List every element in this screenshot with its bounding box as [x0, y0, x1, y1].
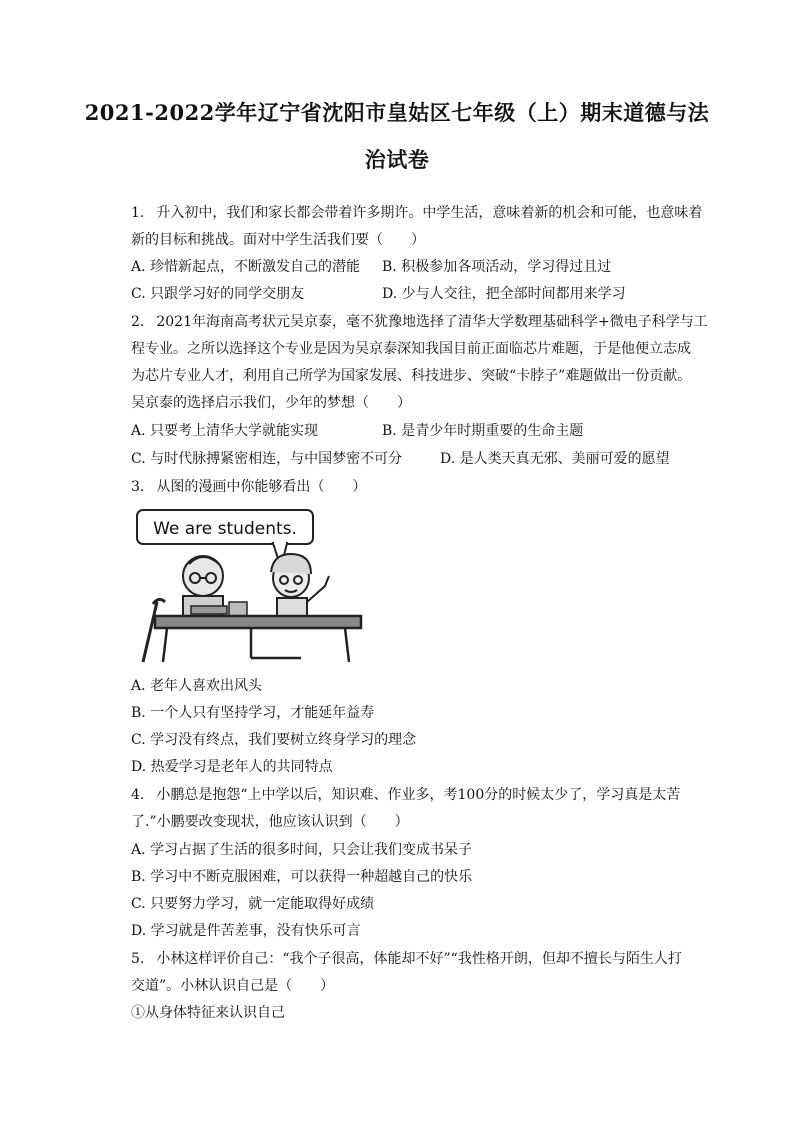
comic-illustration	[131, 502, 363, 664]
question-4-option-d: D. 学习就是件苦差事，没有快乐可言	[131, 923, 361, 939]
question-2-option-d: D. 是人类天真无邪、美丽可爱的愿望	[440, 451, 670, 467]
question-4-option-c: C. 只要努力学习，就一定能取得好成绩	[131, 896, 375, 912]
question-2-stem-line2: 程专业。之所以选择这个专业是因为吴京泰深知我国目前正面临芯片难题，于是他便立志成	[131, 341, 691, 357]
walking-cane	[143, 602, 157, 662]
question-5-stem-line1: 5. 小林这样评价自己：“我个子很高，体能却不好”“我性格开朗，但却不擅长与陌生人打	[131, 951, 682, 967]
question-2-stem-line4: 吴京泰的选择启示我们，少年的梦想（ ）	[131, 395, 411, 411]
question-4-option-b: B. 学习中不断克服困难，可以获得一种超越自己的快乐	[131, 869, 473, 885]
comic-caption: We are students.	[153, 519, 297, 539]
question-1-option-b: B. 积极参加各项活动，学习得过且过	[382, 259, 612, 275]
question-1-option-c: C. 只跟学习好的同学交朋友	[131, 286, 305, 302]
book-stack	[191, 606, 227, 614]
exam-title-line2: 治试卷	[364, 147, 430, 172]
question-4-stem-line2: 了.”小鹏要改变现状，他应该认识到（ ）	[131, 814, 409, 830]
question-1-stem-line1: 1. 升入初中，我们和家长都会带着许多期许。中学生活，意味着新的机会和可能，也意味着	[131, 205, 703, 221]
question-5-item-1: ①从身体特征来认识自己	[131, 1005, 285, 1021]
question-1-number: 1.	[131, 205, 145, 221]
book	[229, 602, 247, 616]
question-3-option-d: D. 热爱学习是老年人的共同特点	[131, 759, 333, 775]
question-3-option-c: C. 学习没有终点，我们要树立终身学习的理念	[131, 732, 417, 748]
question-4-option-a: A. 学习占据了生活的很多时间，只会让我们变成书呆子	[131, 842, 473, 858]
school-desk	[155, 616, 361, 662]
question-1-option-d: D. 少与人交往，把全部时间都用来学习	[382, 286, 626, 302]
question-3-number: 3.	[131, 479, 145, 495]
exam-title-line1: 2021-2022学年辽宁省沈阳市皇姑区七年级（上）期末道德与法	[84, 100, 710, 125]
question-2-option-b: B. 是青少年时期重要的生命主题	[382, 423, 584, 439]
question-2-option-c: C. 与时代脉搏紧密相连，与中国梦密不可分	[131, 451, 403, 467]
question-5-stem-line2: 交道”。小林认识自己是（ ）	[131, 978, 335, 994]
question-4-stem-line1: 4. 小鹏总是抱怨“上中学以后，知识难、作业多，考100分的时候太少了，学习真是太苦	[131, 787, 681, 803]
question-3-option-b: B. 一个人只有坚持学习，才能延年益寿	[131, 705, 375, 721]
question-3-stem: 3. 从图的漫画中你能够看出（ ）	[131, 479, 367, 495]
question-2-number: 2.	[131, 314, 145, 330]
question-4-number: 4.	[131, 787, 145, 803]
question-2-option-a: A. 只要考上清华大学就能实现	[131, 423, 319, 439]
question-1-stem-line2: 新的目标和挑战。面对中学生活我们要（ ）	[131, 232, 425, 248]
question-1-option-a: A. 珍惜新起点，不断激发自己的潜能	[131, 259, 361, 275]
question-3-option-a: A. 老年人喜欢出风头	[131, 678, 263, 694]
old-woman-figure	[271, 554, 329, 620]
question-2-stem-line1: 2. 2021年海南高考状元吴京泰，毫不犹豫地选择了清华大学数理基础科学+微电子科学与工	[131, 314, 708, 330]
question-2-stem-line3: 为芯片专业人才，利用自己所学为国家发展、科技进步、突破“卡脖子”难题做出一份贡献。	[131, 368, 692, 384]
question-5-number: 5.	[131, 951, 145, 967]
